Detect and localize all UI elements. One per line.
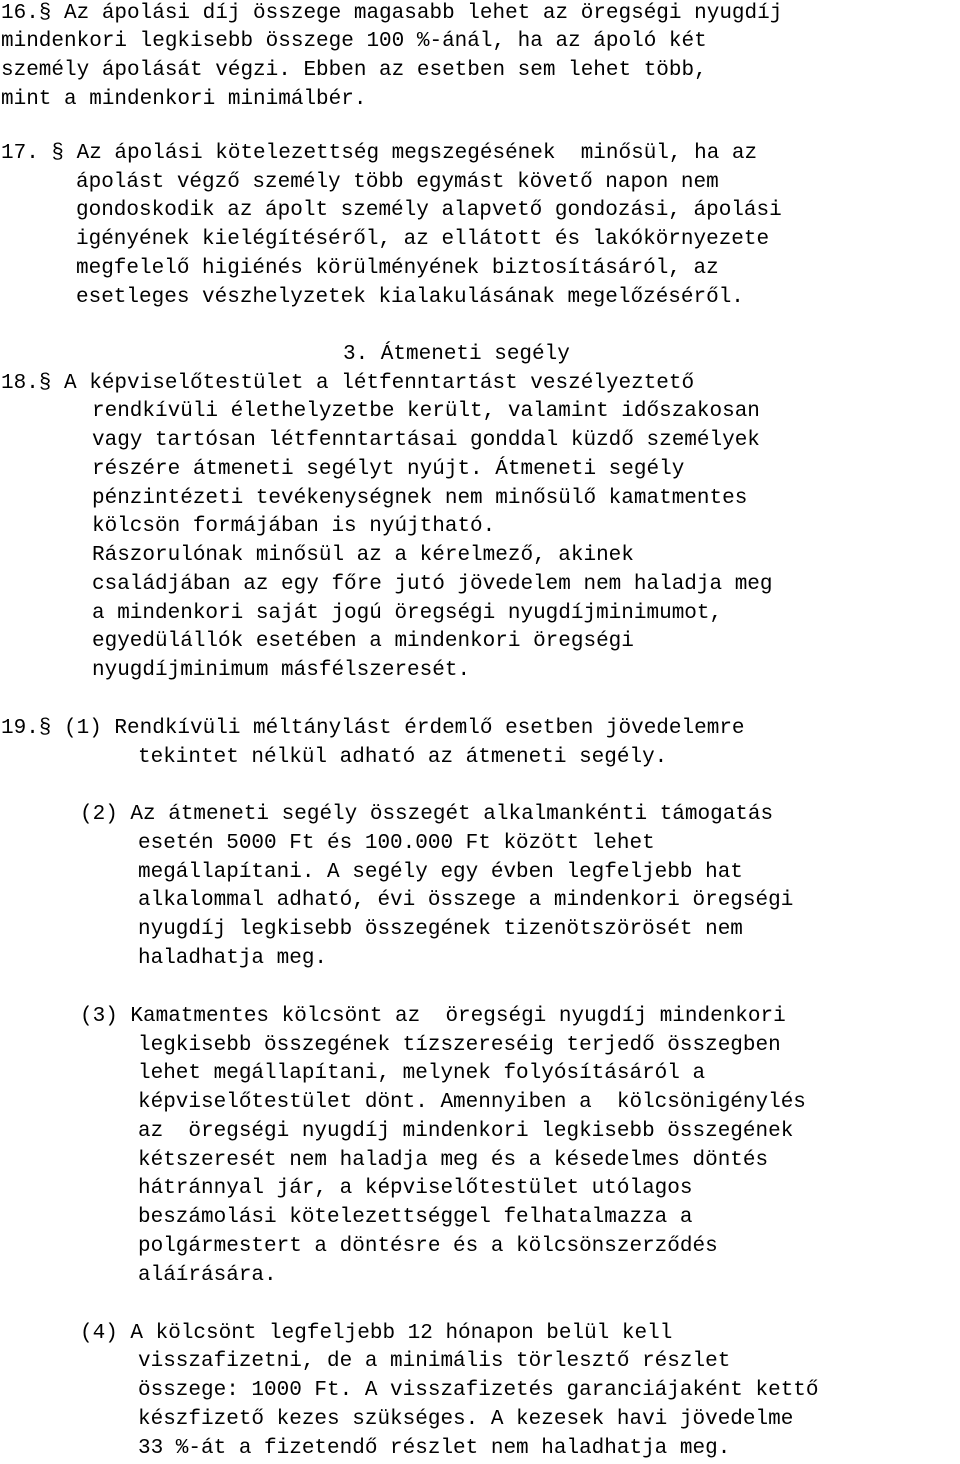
text-line: összege: 1000 Ft. A visszafizetés garanciájaként kettő	[138, 1379, 819, 1402]
text-line: (2) Az átmeneti segély összegét alkalmankénti támogatás	[80, 803, 774, 826]
text-line: gondoskodik az ápolt személy alapvető gondozási, ápolási	[76, 199, 782, 222]
text-line: 17. § Az ápolási kötelezettség megszegésének minősül, ha az	[1, 142, 758, 165]
text-line: készfizető kezes szükséges. A kezesek havi jövedelme	[138, 1408, 794, 1431]
text-line: (3) Kamatmentes kölcsönt az öregségi nyugdíj mindenkori	[80, 1005, 786, 1028]
text-line: személy ápolását végzi. Ebben az esetben sem lehet több,	[1, 59, 707, 82]
text-line: pénzintézeti tevékenységnek nem minősülő kamatmentes	[92, 487, 748, 510]
text-line: visszafizetni, de a minimális törlesztő részlet	[138, 1350, 731, 1373]
text-line: nyugdíj legkisebb összegének tizenötszörösét nem	[138, 918, 743, 941]
text-line: részére átmeneti segélyt nyújt. Átmeneti segély	[92, 458, 685, 481]
text-line: alkalommal adható, évi összege a mindenkori öregségi	[138, 889, 794, 912]
section-heading: 3. Átmeneti segély	[343, 343, 570, 366]
text-line: 18.§ A képviselőtestület a létfenntartást veszélyeztető	[1, 372, 695, 395]
text-line: az öregségi nyugdíj mindenkori legkisebb összegének	[138, 1120, 794, 1143]
text-line: családjában az egy főre jutó jövedelem nem haladja meg	[92, 573, 773, 596]
text-line: megállapítani. A segély egy évben legfeljebb hat	[138, 861, 743, 884]
text-line: beszámolási kötelezettséggel felhatalmazza a	[138, 1206, 693, 1229]
text-line: polgármestert a döntésre és a kölcsönszerződés	[138, 1235, 718, 1258]
text-line: nyugdíjminimum másfélszeresét.	[92, 659, 471, 682]
text-line: Rászorulónak minősül az a kérelmező, akinek	[92, 544, 634, 567]
text-line: legkisebb összegének tízszereséig terjedő összegben	[138, 1034, 781, 1057]
text-line: esetén 5000 Ft és 100.000 Ft között lehet	[138, 832, 655, 855]
text-line: esetleges vészhelyzetek kialakulásának megelőzéséről.	[76, 286, 744, 309]
text-line: haladhatja meg.	[138, 947, 328, 970]
text-line: (4) A kölcsönt legfeljebb 12 hónapon belül kell	[80, 1322, 673, 1345]
text-line: megfelelő higiénés körülményének biztosításáról, az	[76, 257, 719, 280]
text-line: mint a mindenkori minimálbér.	[1, 88, 367, 111]
text-line: kölcsön formájában is nyújtható.	[92, 515, 496, 538]
text-line: lehet megállapítani, melynek folyósításáról a	[138, 1062, 706, 1085]
text-line: igényének kielégítéséről, az ellátott és lakókörnyezete	[76, 228, 770, 251]
text-line: 16.§ Az ápolási díj összege magasabb lehet az öregségi nyugdíj	[1, 2, 783, 25]
text-line: 33 %-át a fizetendő részlet nem haladhatja meg.	[138, 1437, 731, 1460]
text-line: képviselőtestület dönt. Amennyiben a kölcsönigénylés	[138, 1091, 806, 1114]
text-line: egyedülállók esetében a mindenkori öregségi	[92, 630, 634, 653]
text-line: rendkívüli élethelyzetbe került, valamint időszakosan	[92, 400, 760, 423]
text-line: 19.§ (1) Rendkívüli méltánylást érdemlő esetben jövedelemre	[1, 717, 745, 740]
text-line: aláírására.	[138, 1264, 277, 1287]
text-line: hátránnyal jár, a képviselőtestület utólagos	[138, 1177, 693, 1200]
text-line: ápolást végző személy több egymást követő napon nem	[76, 171, 719, 194]
text-line: vagy tartósan létfenntartásai gonddal küzdő személyek	[92, 429, 760, 452]
text-line: mindenkori legkisebb összege 100 %-ánál, ha az ápoló két	[1, 30, 707, 53]
text-line: tekintet nélkül adható az átmeneti segély.	[138, 746, 668, 769]
text-line: kétszeresét nem haladja meg és a késedelmes döntés	[138, 1149, 769, 1172]
text-line: a mindenkori saját jogú öregségi nyugdíjminimumot,	[92, 602, 723, 625]
